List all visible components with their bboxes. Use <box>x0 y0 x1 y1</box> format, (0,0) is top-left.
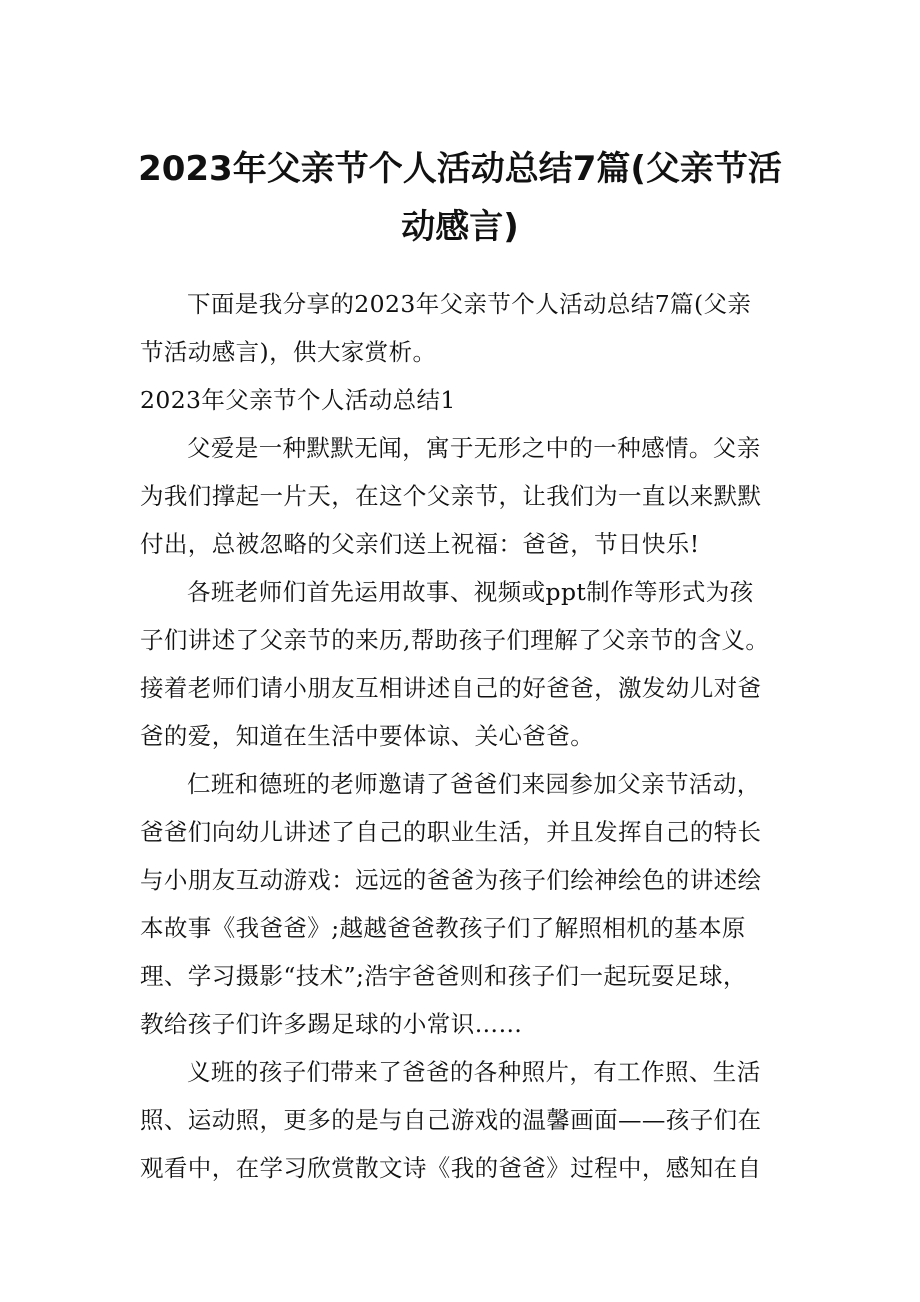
text-line: 理、学习摄影“技术”;浩宇爸爸则和孩子们一起玩耍足球， <box>140 962 747 990</box>
text-line: 教给孩子们许多踢足球的小常识…… <box>140 1010 523 1038</box>
title-line-2: 动感言) <box>401 207 519 247</box>
paragraph-1 <box>140 424 780 568</box>
text-line: 下面是我分享的2023年父亲节个人活动总结7篇(父亲 <box>187 290 752 318</box>
document-title <box>120 140 800 256</box>
text-line: 爸爸们向幼儿讲述了自己的职业生活，并且发挥自己的特长 <box>140 818 762 846</box>
text-line: 照、运动照，更多的是与自己游戏的温馨画面——孩子们在 <box>140 1106 762 1134</box>
intro-paragraph <box>140 280 780 376</box>
text-line: 接着老师们请小朋友互相讲述自己的好爸爸，激发幼儿对爸 <box>140 674 762 702</box>
paragraph-4 <box>140 1048 780 1192</box>
title-line-1: 2023年父亲节个人活动总结7篇(父亲节活 <box>138 149 782 189</box>
text-line: 各班老师们首先运用故事、视频或ppt制作等形式为孩 <box>187 578 754 606</box>
text-line: 本故事《我爸爸》;越越爸爸教孩子们了解照相机的基本原 <box>140 914 746 942</box>
section-heading <box>140 376 780 424</box>
text-line: 节活动感言)，供大家赏析。 <box>140 338 437 366</box>
text-line: 爸的爱，知道在生活中要体谅、关心爸爸。 <box>140 722 595 750</box>
text-line: 2023年父亲节个人活动总结1 <box>140 386 456 414</box>
text-line: 付出，总被忽略的父亲们送上祝福：爸爸，节日快乐! <box>140 530 700 558</box>
text-line: 为我们撑起一片天，在这个父亲节，让我们为一直以来默默 <box>140 482 762 510</box>
text-line: 子们讲述了父亲节的来历,帮助孩子们理解了父亲节的含义。 <box>140 626 770 654</box>
text-line: 义班的孩子们带来了爸爸的各种照片，有工作照、生活 <box>187 1058 761 1086</box>
text-line: 仁班和德班的老师邀请了爸爸们来园参加父亲节活动， <box>187 770 761 798</box>
document-body <box>140 280 780 1192</box>
paragraph-2 <box>140 568 780 760</box>
paragraph-3 <box>140 760 780 1048</box>
text-line: 父爱是一种默默无闻，寓于无形之中的一种感情。父亲 <box>187 434 761 462</box>
text-line: 观看中，在学习欣赏散文诗《我的爸爸》过程中，感知在自 <box>140 1154 762 1182</box>
text-line: 与小朋友互动游戏：远远的爸爸为孩子们绘神绘色的讲述绘 <box>140 866 762 894</box>
